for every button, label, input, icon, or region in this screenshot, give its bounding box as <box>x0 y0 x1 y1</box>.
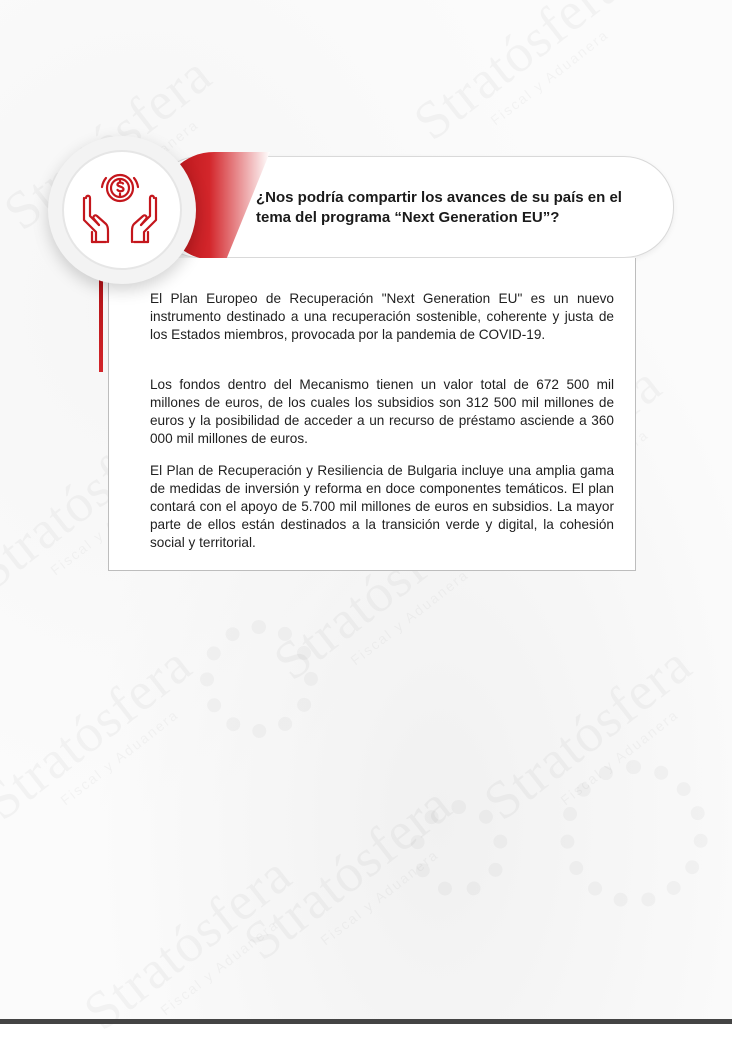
answer-paragraph: El Plan de Recuperación y Resiliencia de Bulgaria incluye una amplia gama de medidas de inversión y reforma en doce componentes temáticos. El plan contará con el apoyo de 5.700 mil millones de euros en subsidios. La mayor parte de ellos están destinados a la transición verde y digital, la cohesión social y territorial. <box>150 463 614 550</box>
footer-bar <box>0 1019 732 1024</box>
answer-paragraph: Los fondos dentro del Mecanismo tienen un valor total de 672 500 mil millones de euros, de los cuales los subsidios son 312 500 mil millones de euros y la posibilidad de acceder a un recurso de préstamo asciende a 360 000 mil millones de euros. <box>150 377 614 446</box>
answer-paragraph: El Plan Europeo de Recuperación "Next Generation EU" es un nuevo instrumento destinado a una recuperación sostenible, coherente y justa de los Estados miembros, provocada por la pandemia de COVID-19. <box>150 291 614 342</box>
gear-decoration <box>410 800 508 898</box>
accent-line <box>99 280 103 372</box>
money-hands-icon <box>78 168 162 248</box>
question-heading: ¿Nos podría compartir los avances de su país en el tema del programa “Next Generation EU”? <box>256 189 622 226</box>
gear-decoration <box>560 760 708 908</box>
gear-decoration <box>200 620 318 738</box>
